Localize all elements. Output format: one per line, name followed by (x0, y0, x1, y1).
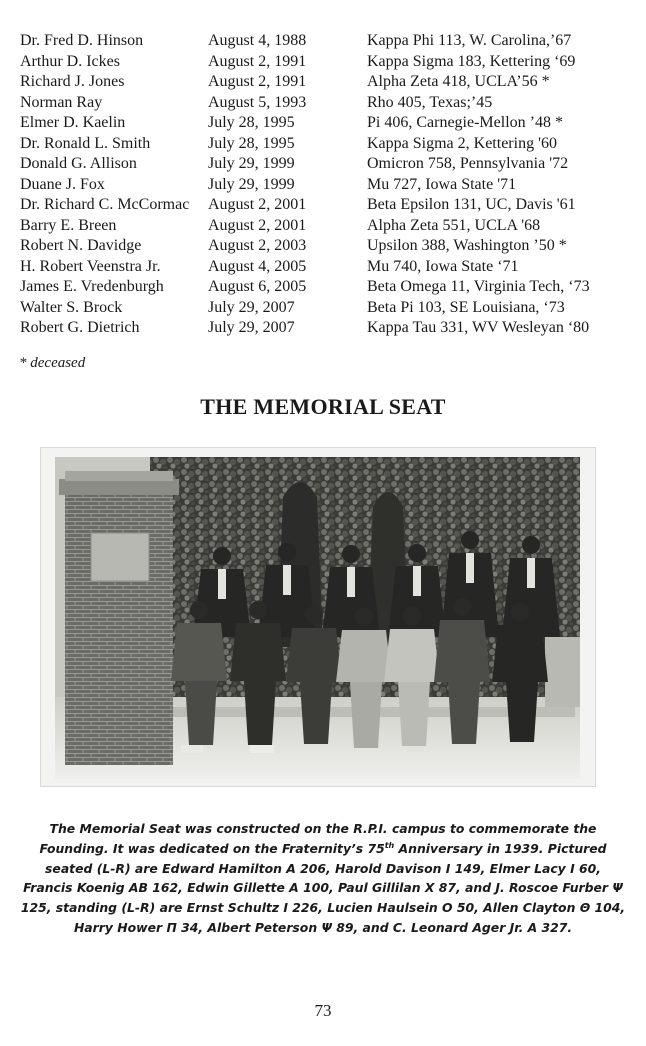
honoree-date: July 29, 1999 (208, 155, 295, 172)
group-photo-image (55, 457, 580, 779)
roster-row (0, 216, 646, 237)
honoree-name: Elmer D. Kaelin (20, 114, 126, 131)
honoree-chapter: Upsilon 388, Washington ’50 * (367, 237, 567, 254)
honoree-date: July 29, 2007 (208, 319, 295, 336)
honoree-name: Walter S. Brock (20, 298, 123, 316)
honoree-name: Barry E. Breen (20, 216, 117, 234)
honoree-date: August 2, 1991 (208, 73, 307, 90)
honoree-date: August 4, 1988 (208, 32, 307, 49)
honoree-name: Duane J. Fox (20, 175, 105, 193)
honoree-name: Dr. Fred D. Hinson (20, 32, 144, 49)
photo-caption (20, 819, 626, 938)
roster-row (0, 236, 646, 257)
roster-row (0, 298, 646, 319)
roster-row (0, 134, 646, 155)
memorial-seat-photo (40, 447, 596, 787)
honoree-date: August 2, 2001 (208, 196, 307, 213)
honoree-chapter: Omicron 758, Pennsylvania '72 (367, 155, 569, 172)
honoree-name: James E. Vredenburgh (20, 278, 164, 295)
roster-row (0, 93, 646, 114)
honoree-date: July 28, 1995 (208, 114, 295, 131)
honoree-chapter: Beta Pi 103, SE Louisiana, ‘73 (367, 298, 565, 316)
caption-superscript: th (384, 840, 395, 850)
honoree-name: Dr. Ronald L. Smith (20, 134, 151, 152)
honoree-chapter: Mu 727, Iowa State '71 (367, 175, 517, 193)
honoree-name: Robert G. Dietrich (20, 319, 140, 336)
honoree-date: August 2, 2001 (208, 216, 307, 234)
section-title: THE MEMORIAL SEAT (200, 394, 446, 419)
honoree-name: Robert N. Davidge (20, 237, 142, 254)
honoree-chapter: Kappa Tau 331, WV Wesleyan ‘80 (367, 319, 590, 336)
roster-row (0, 195, 646, 216)
honoree-chapter: Kappa Phi 113, W. Carolina,’67 (367, 32, 572, 49)
honoree-date: August 5, 1993 (208, 93, 307, 111)
caption-text-part1: The Memorial Seat was constructed on the R.P.I. campus to commemorate the Founding. It was dedicated on the Fraternity’s 75 (39, 821, 597, 856)
roster-row (0, 72, 646, 93)
honoree-chapter: Alpha Zeta 418, UCLA’56 * (367, 73, 550, 90)
honoree-chapter: Pi 406, Carnegie-Mellon ’48 * (367, 114, 563, 131)
caption-text-part2: Anniversary in 1939. Pictured seated (L-R) are Edward Hamilton A 206, Harold Davison I 149, Elmer Lacy I 60, Francis Koenig AB 162, Edwin Gillette A 100, Paul Gillilan X 87, and J. Roscoe Furber Ψ 125, standing (L-R) are Ernst Schultz I 226, Lucien Haulsein O 50, Allen Clayton Θ 104, Harry Hower Π 34, Albert Peterson Ψ 89, and C. Leonard Ager Jr. A 327. (20, 840, 626, 935)
honoree-chapter: Kappa Sigma 183, Kettering ‘69 (367, 52, 576, 70)
roster-row (0, 31, 646, 52)
honoree-name: H. Robert Veenstra Jr. (20, 257, 161, 275)
honoree-chapter: Alpha Zeta 551, UCLA '68 (367, 216, 541, 234)
honoree-date: August 6, 2005 (208, 278, 307, 295)
honoree-name: Dr. Richard C. McCormac (20, 196, 190, 213)
roster-row (0, 113, 646, 134)
honoree-name: Norman Ray (20, 93, 103, 111)
deceased-footnote: * deceased (19, 355, 86, 371)
honoree-chapter: Mu 740, Iowa State ‘71 (367, 257, 519, 275)
honoree-date: July 28, 1995 (208, 134, 295, 152)
roster-row (0, 318, 646, 339)
honoree-chapter: Kappa Sigma 2, Kettering '60 (367, 134, 557, 152)
honoree-date: July 29, 1999 (208, 175, 295, 193)
roster-row (0, 277, 646, 298)
page-number: 73 (314, 1001, 332, 1020)
honoree-roster (0, 31, 646, 339)
honoree-chapter: Beta Omega 11, Virginia Tech, ‘73 (367, 278, 590, 295)
honoree-date: August 2, 1991 (208, 52, 307, 70)
honoree-chapter: Rho 405, Texas;’45 (367, 93, 493, 111)
roster-row (0, 154, 646, 175)
honoree-name: Richard J. Jones (20, 73, 125, 90)
roster-row (0, 175, 646, 196)
roster-row (0, 52, 646, 73)
honoree-date: August 2, 2003 (208, 237, 307, 254)
honoree-name: Arthur D. Ickes (20, 52, 120, 70)
honoree-date: August 4, 2005 (208, 257, 307, 275)
honoree-name: Donald G. Allison (20, 155, 137, 172)
honoree-date: July 29, 2007 (208, 298, 295, 316)
roster-row (0, 257, 646, 278)
honoree-chapter: Beta Epsilon 131, UC, Davis '61 (367, 196, 576, 213)
